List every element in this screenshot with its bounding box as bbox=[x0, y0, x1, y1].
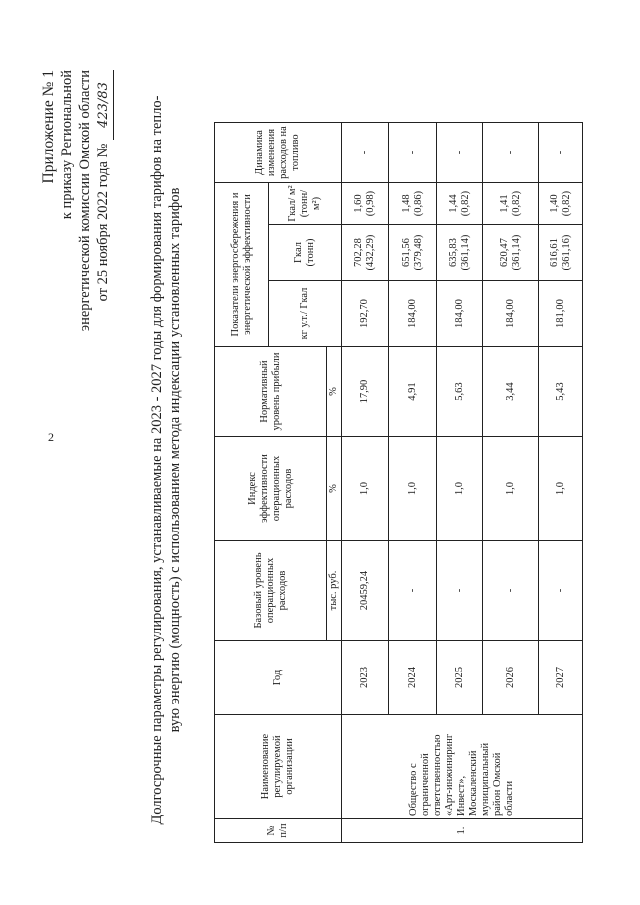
order-number: 423/83 bbox=[95, 70, 114, 140]
cell-year: 2026 bbox=[483, 641, 539, 715]
header-energy: Показатели энергосбережения и энергетической эффективности bbox=[215, 183, 269, 347]
e2-value: 620,47 bbox=[498, 238, 510, 267]
cell-e2 bbox=[342, 225, 389, 281]
cell-base: - bbox=[539, 541, 583, 641]
cell-dynamics: - bbox=[483, 123, 539, 183]
cell-dynamics: - bbox=[389, 123, 437, 183]
header-org: Наименование регулируемой организации bbox=[215, 715, 342, 819]
e2-tonnes: (379,48) bbox=[412, 234, 424, 271]
organization-name: Общество с ограниченной ответственностью «Арт-инжиниринг Инвест», Москаленский муниципальный район Омской области bbox=[342, 715, 583, 819]
header-year: Год bbox=[215, 641, 342, 715]
e2-tonnes: (361,14) bbox=[459, 234, 471, 271]
cell-e2 bbox=[389, 225, 437, 281]
cell-index: 1,0 bbox=[437, 437, 483, 541]
cell-profit: 5,43 bbox=[539, 347, 583, 437]
cell-year: 2024 bbox=[389, 641, 437, 715]
cell-e3 bbox=[483, 183, 539, 225]
cell-dynamics: - bbox=[342, 123, 389, 183]
caption-line-2: вую энергию (мощность) с использованием метода индексации установленных тарифов bbox=[167, 187, 183, 733]
e3-tonnes: (0,98) bbox=[365, 190, 376, 217]
cell-profit: 5,63 bbox=[437, 347, 483, 437]
e3-tonnes: (0,86) bbox=[412, 190, 424, 217]
header-num: № п/п bbox=[215, 819, 342, 843]
e2-value: 702,28 bbox=[353, 238, 364, 267]
unit-e1: кг у.т./ Гкал bbox=[269, 281, 342, 347]
page-number: 2 bbox=[48, 430, 54, 444]
header-index: Индекс эффективности операционных расходов bbox=[215, 437, 327, 541]
cell-year: 2023 bbox=[342, 641, 389, 715]
cell-e1: 192,70 bbox=[342, 281, 389, 347]
cell-dynamics: - bbox=[539, 123, 583, 183]
cell-profit: 3,44 bbox=[483, 347, 539, 437]
header-dynamics: Динамика изменения расходов на топливо bbox=[215, 123, 342, 183]
e3-tonnes: (0,82) bbox=[560, 190, 572, 217]
cell-index: 1,0 bbox=[389, 437, 437, 541]
appendix-line-3: энергетической комиссии Омской области bbox=[77, 70, 93, 332]
cell-year: 2025 bbox=[437, 641, 483, 715]
e2-tonnes: (432,29) bbox=[365, 234, 376, 271]
e2-value: 616,61 bbox=[548, 238, 560, 267]
cell-year: 2027 bbox=[539, 641, 583, 715]
cell-e3 bbox=[342, 183, 389, 225]
cell-e1: 184,00 bbox=[437, 281, 483, 347]
cell-e2 bbox=[437, 225, 483, 281]
cell-base: - bbox=[437, 541, 483, 641]
table-caption bbox=[148, 65, 184, 855]
caption-line-1: Долгосрочные параметры регулирования, устанавливаемые на 2023 - 2027 годы для формирования тарифов на тепло- bbox=[149, 95, 165, 825]
cell-e1: 181,00 bbox=[539, 281, 583, 347]
appendix-line-2: к приказу Региональной bbox=[59, 70, 75, 220]
e3-value: 1,48 bbox=[400, 194, 412, 213]
e3-tonnes: (0,82) bbox=[510, 190, 522, 217]
cell-e2 bbox=[539, 225, 583, 281]
parameters-table bbox=[214, 122, 583, 843]
e3-value: 1,44 bbox=[447, 194, 459, 213]
e3-value: 1,40 bbox=[548, 194, 560, 213]
unit-e3: Гкал/ м² (тонн/ м²) bbox=[269, 183, 342, 225]
cell-e2 bbox=[483, 225, 539, 281]
cell-e3 bbox=[389, 183, 437, 225]
cell-index: 1,0 bbox=[539, 437, 583, 541]
e2-value: 651,56 bbox=[400, 238, 412, 267]
e2-value: 635,83 bbox=[447, 238, 459, 267]
cell-profit: 17,90 bbox=[342, 347, 389, 437]
cell-index: 1,0 bbox=[483, 437, 539, 541]
cell-base: - bbox=[483, 541, 539, 641]
order-date: от 25 ноября 2022 года № bbox=[95, 143, 111, 302]
table-row bbox=[342, 123, 389, 843]
e2-tonnes: (361,14) bbox=[510, 234, 522, 271]
unit-profit: % bbox=[327, 347, 342, 437]
appendix-line-4 bbox=[94, 70, 114, 331]
appendix-header bbox=[40, 70, 114, 331]
cell-e1: 184,00 bbox=[483, 281, 539, 347]
cell-e3 bbox=[437, 183, 483, 225]
e3-tonnes: (0,82) bbox=[459, 190, 471, 217]
e3-value: 1,41 bbox=[498, 194, 510, 213]
e2-tonnes: (361,16) bbox=[560, 234, 572, 271]
cell-base: - bbox=[389, 541, 437, 641]
cell-e1: 184,00 bbox=[389, 281, 437, 347]
cell-e3 bbox=[539, 183, 583, 225]
cell-index: 1,0 bbox=[342, 437, 389, 541]
cell-base: 20459,24 bbox=[342, 541, 389, 641]
unit-e2: Гкал (тонн) bbox=[269, 225, 342, 281]
unit-index: % bbox=[327, 437, 342, 541]
unit-base: тыс. руб. bbox=[327, 541, 342, 641]
row-number: 1. bbox=[342, 819, 583, 843]
appendix-title: Приложение № 1 bbox=[40, 70, 57, 184]
cell-dynamics: - bbox=[437, 123, 483, 183]
header-base: Базовый уровень операционных расходов bbox=[215, 541, 327, 641]
header-profit: Нормативный уровень прибыли bbox=[215, 347, 327, 437]
e3-value: 1,60 bbox=[353, 194, 364, 213]
cell-profit: 4,91 bbox=[389, 347, 437, 437]
